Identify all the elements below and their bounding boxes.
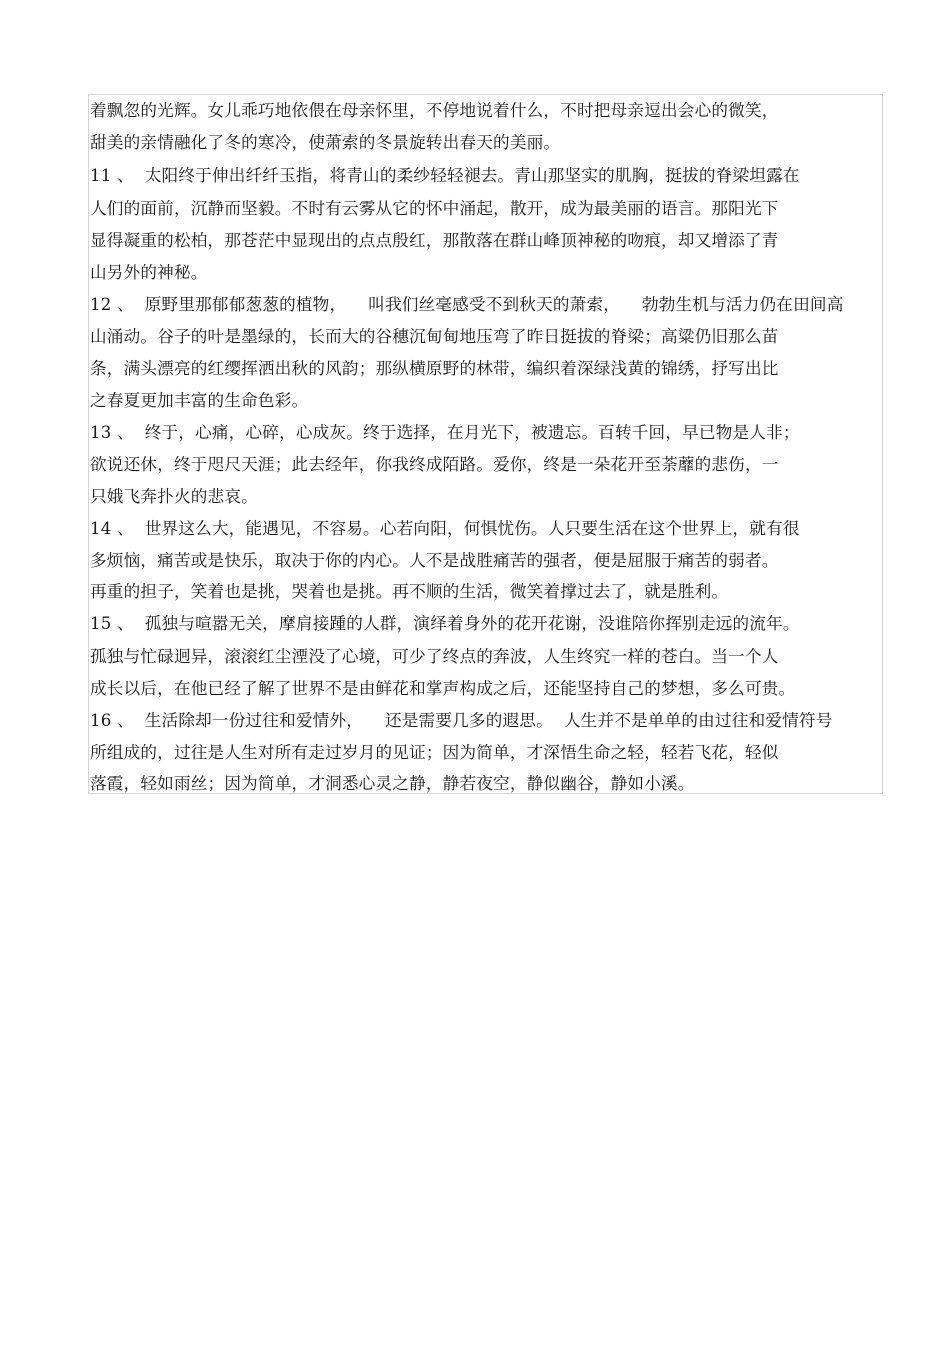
text-line: 15 、 孤独与喧嚣无关，摩肩接踵的人群，演绎着身外的花开花谢，没谁陪你挥别走远的流年。 <box>90 614 800 633</box>
text-line: 着飘忽的光辉。女儿乖巧地依偎在母亲怀里，不停地说着什么，不时把母亲逗出会心的微笑， <box>90 101 779 120</box>
text-line: 13 、 终于，心痛，心碎，心成灰。终于选择，在月光下，被遗忘。百转千回，早已物是人非； <box>90 423 800 442</box>
text-line: 多烦恼，痛苦或是快乐，取决于你的内心。人不是战胜痛苦的强者，便是屈服于痛苦的弱者。 <box>90 551 779 570</box>
text-line: 孤独与忙碌迥异，滚滚红尘湮没了心境，可少了终点的奔波，人生终究一样的苍白。当一个人 <box>90 647 779 666</box>
text-line: 山另外的神秘。 <box>90 263 208 282</box>
text-line: 落霞，轻如雨丝；因为简单，才洞悉心灵之静，静若夜空，静似幽谷，静如小溪。 <box>90 774 695 793</box>
text-line: 条，满头漂亮的红缨挥洒出秋的风韵；那纵横原野的林带，编织着深绿浅黄的锦绣，抒写出比 <box>90 359 779 378</box>
text-line: 再重的担子，笑着也是挑，哭着也是挑。再不顺的生活，微笑着撑过去了，就是胜利。 <box>90 582 729 601</box>
text-line: 16 、 生活除却一份过往和爱情外， 还是需要几多的遐思。 人生并不是单单的由过往和爱情符号 <box>90 711 833 730</box>
text-line: 山涌动。谷子的叶是墨绿的，长而大的谷穗沉甸甸地压弯了昨日挺拔的脊梁；高粱仍旧那么苗 <box>90 327 779 346</box>
text-line: 11 、 太阳终于伸出纤纤玉指，将青山的柔纱轻轻褪去。青山那坚实的肌胸，挺拔的脊梁坦露在 <box>90 166 800 185</box>
text-line: 成长以后，在他已经了解了世界不是由鲜花和掌声构成之后，还能坚持自己的梦想，多么可贵。 <box>90 679 796 698</box>
text-line: 12 、 原野里那郁郁葱葱的植物， 叫我们丝毫感受不到秋天的萧索， 勃勃生机与活力仍在田间高 <box>90 295 844 314</box>
text-line: 人们的面前，沉静而坚毅。不时有云雾从它的怀中涌起，散开，成为最美丽的语言。那阳光下 <box>90 199 779 218</box>
text-line: 所组成的，过往是人生对所有走过岁月的见证；因为简单，才深悟生命之轻，轻若飞花，轻似 <box>90 743 779 762</box>
text-line: 只娥飞奔扑火的悲哀。 <box>90 487 258 506</box>
text-line: 甜美的亲情融化了冬的寒冷，使萧索的冬景旋转出春天的美丽。 <box>90 133 561 152</box>
text-line: 14 、 世界这么大，能遇见，不容易。心若向阳，何惧忧伤。人只要生活在这个世界上，就有很 <box>90 519 800 538</box>
text-line: 之春夏更加丰富的生命色彩。 <box>90 391 309 410</box>
text-line: 欲说还休，终于咫尺天涯；此去经年，你我终成陌路。爱你，终是一朵花开至荼蘼的悲伤，一 <box>90 455 779 474</box>
text-line: 显得凝重的松柏，那苍茫中显现出的点点殷红，那散落在群山峰顶神秘的吻痕，却又增添了青 <box>90 231 779 250</box>
